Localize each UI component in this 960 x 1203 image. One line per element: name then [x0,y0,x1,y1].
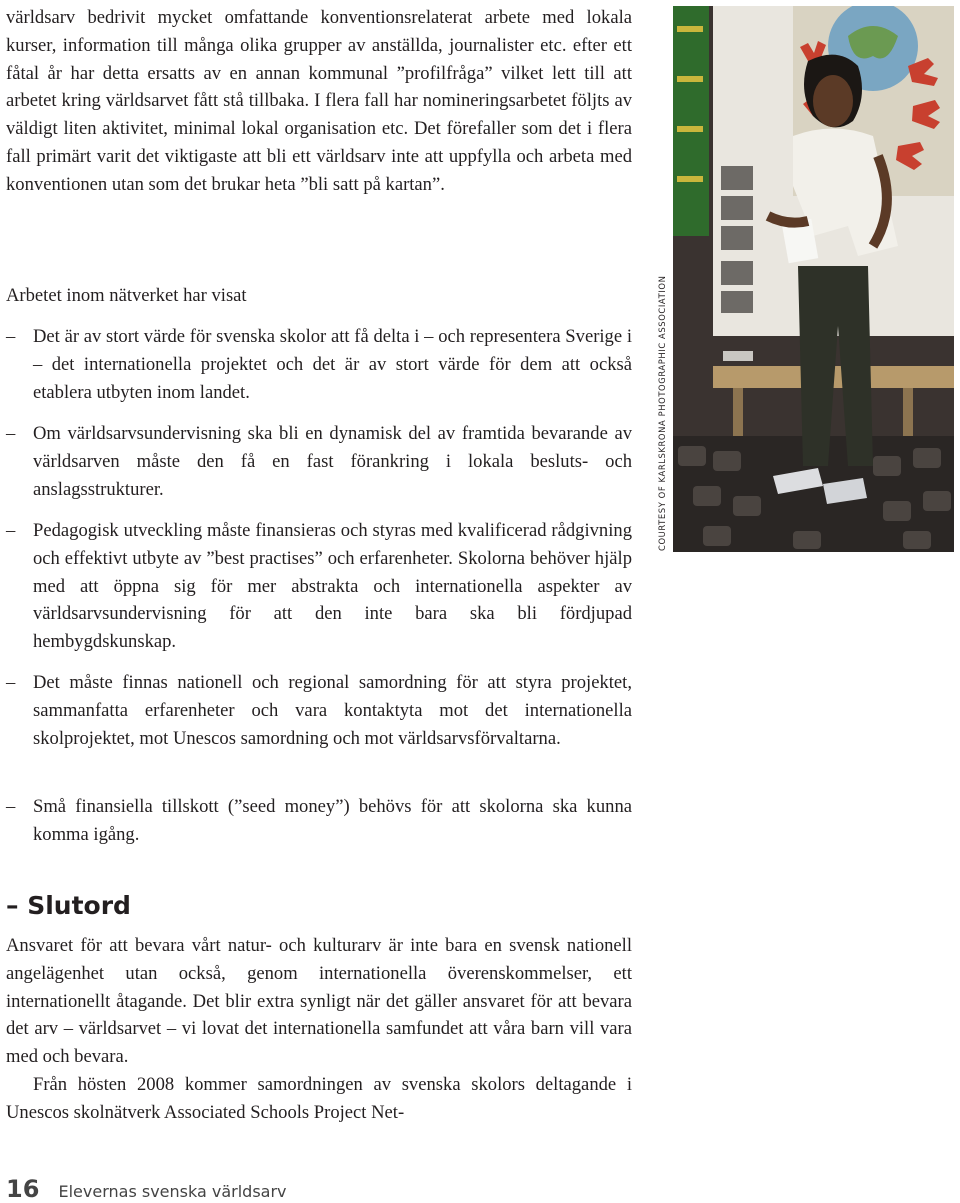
bullet-text: Det måste finnas nationell och regional samordning för att styra projektet, sammanfatta erfarenheter och vara kontaktyta mot det internationella skolprojektet, mot Unescos samordning och mot världsarvsförvaltarna. [33,672,632,749]
poster-text-line [677,76,703,82]
list-item [6,793,632,849]
bullet-dash: – [6,423,16,444]
conclusion-paragraph: Ansvaret för att bevara vårt natur- och kulturarv är inte bara en svensk nationell angelägenhet utan också, genom internationella överenskommelser, ett internationellt åtagande. Det blir extra synligt när det gäller ansvaret för att bevara det arv – världsarvet – vi lovat det internationella samfundet att våra barn vill vara med och bevara. [6,935,632,1068]
poster-text-line [677,176,703,182]
bullet-dash: – [6,796,16,817]
page-footer [6,1175,287,1203]
list-item [6,420,632,503]
intro-paragraph: världsarv bedrivit mycket omfattande konventionsrelaterat arbete med lokala kurser, information till många olika grupper av anställda, journalister etc. efter ett fåtal år har detta ersatts av en annan kommunal ”profilfråga” vilket lett till att arbetet kring världsarvet fått stå tillbaka. I flera fall har nomineringsarbetet följts av väldigt liten aktivitet, minimal lokal organisation etc. Det förefaller som det i flera fall primärt varit det viktigaste att bli ett världsarv inte att uppfylla och arbeta med konventionen utan som det brukar heta ”bli satt på kartan”. [6,7,632,195]
bullet-text: Om världsarvsundervisning ska bli en dynamisk del av framtida bevarande av världsarven måste den få en fast förankring i lokala besluts- och anslagsstrukturer. [33,423,632,500]
booklet [723,351,753,361]
poster-text-line [677,26,703,32]
conclusion-section [6,932,632,1127]
bullet-text: Små finansiella tillskott (”seed money”) behövs för att skolorna ska kunna komma igång. [33,796,632,845]
photo-credit: COURTESY OF KARLSKRONA PHOTOGRAPHIC ASSOCIATION [657,275,667,551]
bullet-dash: – [6,326,16,347]
page-number: 16 [6,1175,40,1203]
publication-title: Elevernas svenska världsarv [58,1182,287,1201]
photo-credit-container [656,275,669,851]
bullet-text: Det är av stort värde för svenska skolor att få delta i – och representera Sverige i – det internationella projektet och det är av stort värde för dem att också etablera utbyten inom landet. [33,326,632,403]
photo [673,6,954,552]
list-item [6,517,632,656]
bullet-text: Pedagogisk utveckling måste finansieras och styras med kvalificerad rådgivning och effektivt utbyte av ”best practises” och erfarenheter. Skolorna behöver hjälp med att öppna sig för mer abstrakta och internationella aspekter av världsarvsundervisning för att den inte bara ska bli fördjupad hembygdskunskap. [33,520,632,653]
list-item [6,669,632,752]
lead-line: Arbetet inom nätverket har visat [6,285,247,306]
green-poster [673,6,709,236]
conclusion-paragraph: Från hösten 2008 kommer samordningen av svenska skolors deltagande i Unescos skolnätverk Associated Schools Project Net- [6,1073,632,1123]
section-heading: – Slutord [6,891,131,920]
list-item [6,323,632,406]
bullet-dash: – [6,672,16,693]
poster-text-line [677,126,703,132]
bullet-dash: – [6,520,16,541]
photo-illustration [673,6,954,552]
